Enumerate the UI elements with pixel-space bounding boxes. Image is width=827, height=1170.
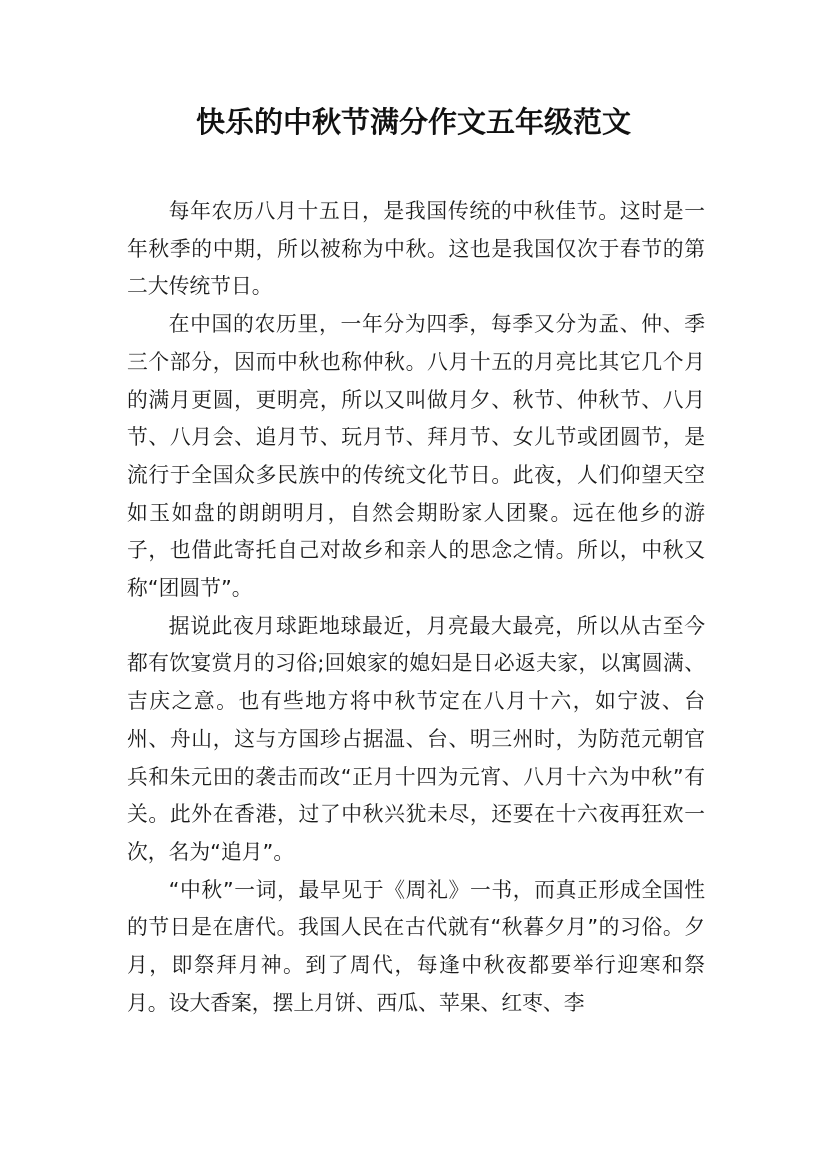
document-title: 快乐的中秋节满分作文五年级范文 bbox=[195, 105, 631, 139]
document-body bbox=[127, 193, 705, 1022]
paragraph: 据说此夜月球距地球最近，月亮最大最亮，所以从古至今都有饮宴赏月的习俗;回娘家的媳妇是日必返夫家，以寓圆满、吉庆之意。也有些地方将中秋节定在八月十六，如宁波、台州、舟山，这与方国珍占据温、台、明三州时，为防范元朝官兵和朱元田的袭击而改“正月十四为元宵、八月十六为中秋”有关。此外在香港，过了中秋兴犹未尽，还要在十六夜再狂欢一次，名为“追月”。 bbox=[127, 613, 705, 864]
paragraph: “中秋”一词，最早见于《周礼》一书，而真正形成全国性的节日是在唐代。我国人民在古代就有“秋暮夕月”的习俗。夕月，即祭拜月神。到了周代，每逢中秋夜都要举行迎寒和祭月。设大香案，摆上月饼、西瓜、苹果、红枣、李 bbox=[127, 877, 705, 1015]
paragraph: 在中国的农历里，一年分为四季，每季又分为孟、仲、季三个部分，因而中秋也称仲秋。八月十五的月亮比其它几个月的满月更圆，更明亮，所以又叫做月夕、秋节、仲秋节、八月节、八月会、追月节、玩月节、拜月节、女儿节或团圆节，是流行于全国众多民族中的传统文化节日。此夜，人们仰望天空如玉如盘的朗朗明月，自然会期盼家人团聚。远在他乡的游子，也借此寄托自己对故乡和亲人的思念之情。所以，中秋又称“团圆节”。 bbox=[127, 312, 705, 601]
paragraph: 每年农历八月十五日，是我国传统的中秋佳节。这时是一年秋季的中期，所以被称为中秋。这也是我国仅次于春节的第二大传统节日。 bbox=[127, 199, 705, 299]
